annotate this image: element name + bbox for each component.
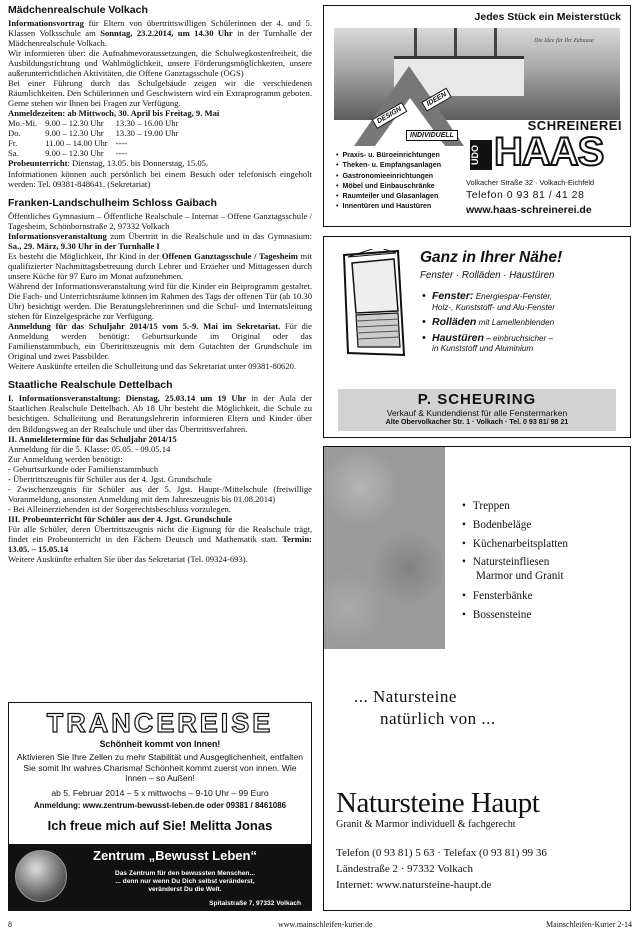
hours-cell: 13.30 – 16.00 Uhr [115, 118, 179, 129]
article-title: Mädchenrealschule Volkach [8, 4, 148, 16]
haupt-address: Ländestraße 2 · 97332 Volkach [336, 863, 474, 875]
trance-greeting: Ich freue mich auf Sie! Melitta Jonas [47, 817, 273, 833]
hours-row [8, 118, 186, 128]
hours-row [8, 128, 186, 138]
stone-texture [324, 447, 445, 649]
article-paragraph: Bei einer Führung durch das Schulgebäude zeigen wir die verschiedenen Räumlichkeiten. Den Schülerinnen und Geschwistern wird ein Extraprogramm geboten. Gerne stehen wir Ihnen bei Fragen zur Verfügung. [8, 78, 312, 109]
scheuring-line2: Alte Obervolkacher Str. 1 · Volkach · Tel. 0 93 81/ 98 21 [385, 418, 569, 426]
lamp-icon [414, 28, 417, 58]
article [8, 4, 312, 189]
service-item: • Innentüren und Haustüren [336, 201, 441, 211]
udo-label: UDO [470, 140, 492, 170]
service-item: • Theken- u. Empfangsanlagen [336, 160, 441, 170]
scheuring-item [422, 333, 555, 355]
service-item: • Möbel und Einbauschränke [336, 181, 441, 191]
hours-cell: Mo.-Mi. [8, 118, 38, 129]
footer-url: www.mainschleifen-kurier.de [278, 920, 373, 929]
article-paragraph: I. Informationsveranstaltung: Dienstag, 25.03.14 um 19 Uhr in der Aula der Staatlichen Realschule Dettelbach. Ab 18 Uhr besteht die Möglichkeit, die Schule zu besichtigen. Schulleitung und Beratungslehrerin informieren Eltern und Kinder über den Bildungsweg an der Realschule und über das Übertrittsverfahren. [8, 393, 312, 434]
hours-row [8, 138, 186, 148]
haupt-slogan: Granit & Marmor individuell & fachgerecht [336, 819, 516, 830]
article-paragraph: Informationsveranstaltung zum Übertritt in die Realschule und in das Gymnasium: Sa., 29. März, 9.30 Uhr in der Turnhalle I [8, 230, 312, 251]
hours-cell: 9.00 – 12.30 Uhr [45, 128, 104, 139]
hours-cell: ---- [115, 148, 128, 159]
haupt-products [462, 497, 568, 625]
article-paragraph: Informationen können auch persönlich bei einem Besuch oder telefonisch eingeholt werden: Tel. 09381-848641. (Sekretariat) [8, 168, 312, 189]
tag-design: DESIGN [372, 102, 408, 129]
haupt-phone: Telefon (0 93 81) 5 63 · Telefax (0 93 81) 99 36 [336, 847, 547, 859]
scheuring-sub: Fenster · Rolläden · Haustüren [420, 270, 555, 281]
article-paragraph: Weitere Auskünfte erhalten Sie über das Sekretariat (Tel. 09324-693). [8, 554, 248, 565]
article-paragraph: Während der Informationsveranstaltung wird für die Kinder ein Beiprogramm gestaltet. Die Fach- und Unterrichtsräume können im Rahmen des Tags der offenen Tür (ab 10.30 Uhr) besichtigt werden. Die Beratungslehrerinnen und die Schul- und Internatsleitung stehen für Einzelgespräche zur Verfügung. [8, 280, 312, 322]
schreinerei-label: SCHREINEREI [527, 118, 622, 133]
footer-magazine: Mainschleifen-Kurier 2-14 [546, 920, 632, 929]
item-text: mit Lamellenblenden [476, 318, 555, 327]
trance-subtitle: Schönheit kommt von Innen! [99, 739, 221, 749]
tag-ideen: IDEEN [421, 87, 452, 111]
article-paragraph: Es besteht die Möglichkeit, Ihr Kind in der Offenen Ganztagsschule / Tagesheim mit qualifizierter Nachmittagsbetreuung durch Lehrer und Erzieher und Mittagessen durch unsere Küche für 97 Euro im Monat aufzunehmen. [8, 250, 313, 281]
haupt-ad [323, 446, 631, 911]
article-paragraph: Anmeldung für das Schuljahr 2014/15 vom 5.-9. Mai im Sekretariat. Für die Anmeldung werden benötigt: Geburtsurkunde im Original oder das Familienstammbuch, ein Übertrittszeugnis mit dem Gutachten der Grundschule im Original und zwei Passbilder. [8, 321, 312, 362]
scheuring-line1: Verkauf & Kundendienst für alle Fenstermarken [386, 408, 568, 418]
hours-cell: Fr. [8, 138, 18, 149]
trance-dates: ab 5. Februar 2014 – 5 x mittwochs – 9-10 Uhr – 99 Euro [51, 787, 269, 798]
hours-cell: Do. [8, 128, 21, 139]
haupt-contact [336, 845, 547, 893]
haupt-tagline-2: natürlich von ... [380, 709, 496, 728]
article-title: Staatliche Realschule Dettelbach [8, 379, 173, 392]
scheuring-item [422, 291, 555, 313]
article [8, 197, 312, 372]
service-item: • Praxis- u. Büroeinrichtungen [336, 150, 441, 160]
product-item: • Bossensteine [462, 606, 568, 625]
window-icon [338, 249, 410, 359]
article-paragraph: - Zwischenzeugnis für Schüler aus der 5. Jgst. Haupt-/Mittelschule (freiwillige Voranmeldung, ansonsten Anmeldung mit dem Jahreszeugnis bis 01.08.2014) [8, 483, 312, 504]
haas-ad [323, 5, 631, 227]
lamp-icon [494, 28, 497, 58]
zentrum-text [115, 870, 255, 894]
scheuring-ad [323, 236, 631, 438]
hours-cell: ---- [115, 138, 128, 149]
globe-icon [15, 850, 67, 902]
trance-ad [8, 702, 312, 911]
article-paragraph: Informationsvortrag für Eltern von übertrittswilligen Schülerinnen der 4. und 5. Klassen Volksschule am Sonntag, 23.2.2014, um 14.30 Uhr in der Turnhalle der Mädchenrealschule Volkach. [8, 18, 312, 49]
haas-address: Volkacher Straße 32 · Volkach-Eichfeld [466, 178, 595, 187]
logo-part-a: Natursteine [336, 787, 471, 819]
trance-title: TRANCEREISE [46, 708, 274, 738]
trance-body: Aktivieren Sie Ihre Zellen zu mehr Stabilität und Ausgeglichenheit, entfalten Sie somit Ihr wahres Charisma! Schönheit kommt zuerst von innen. Wie Innen – so Außen! [16, 752, 304, 783]
lamp-icon [454, 28, 457, 58]
product-item: • Küchenarbeitsplatten [462, 535, 568, 554]
hours-cell: 11.00 – 14.00 Uhr [45, 138, 108, 149]
article-paragraph: III. Probeunterricht für Schüler aus der 4. Jgst. Grundschule [8, 513, 233, 524]
article-paragraph: - Bei Alleinerziehenden ist der Sorgerechtsbeschluss vorzulegen. [8, 503, 231, 514]
trance-footer [9, 844, 311, 910]
haas-brand [466, 118, 626, 174]
article-paragraph: Öffentliches Gymnasium – Öffentliche Realschule – Internat – Offene Ganztagsschule / Tagesheim, Schönbornstraße 2, 97332 Volkach [8, 210, 312, 231]
hours-cell: Sa. [8, 148, 19, 159]
hours-table [8, 118, 186, 158]
zentrum-text-3: veränderst Du die Welt. [148, 886, 222, 893]
article-paragraph: - Übertrittszeugnis für Schüler aus der 4. Jgst. Grundschule [8, 473, 212, 484]
article-paragraph: Anmeldung für die 5. Klasse: 05.05. - 09.05.14 [8, 443, 171, 454]
item-text: – einbruchsicher – [483, 333, 554, 343]
tag-individuell: INDIVIDUELL [406, 130, 458, 141]
article-paragraph: Für alle Schüler, deren Übertrittszeugnis nicht die Eignung für die Realschule trägt, findet ein Probeunterricht in den Fächern Deutsch und Mathematik statt. Termin: 13.05. – 15.05.14 [8, 523, 312, 555]
article-paragraph: Probeunterricht: Dienstag, 13.05. bis Donnerstag, 15.05. [8, 158, 209, 169]
photo-sign: Die Idee für Ihr Zuhause [534, 38, 594, 44]
article-paragraph: Anmeldezeiten: ab Mittwoch, 30. April bis Freitag, 9. Mai [8, 108, 220, 119]
haas-web: www.haas-schreinerei.de [466, 204, 592, 216]
article-paragraph: Weitere Auskünfte erteilen die Schulleitung und das Sekretariat unter 09381-80620. [8, 361, 297, 372]
service-item: • Raumteiler und Glasanlagen [336, 191, 441, 201]
product-item: • Bodenbeläge [462, 516, 568, 535]
haupt-internet: Internet: www.natursteine-haupt.de [336, 879, 492, 891]
item-line2: in Kunststoff und Aluminium [432, 344, 534, 353]
item-line2: Holz-, Kunststoff- und Alu-Fenster [432, 302, 556, 312]
logo-part-b: Haupt [470, 787, 540, 819]
scheuring-items [422, 291, 555, 359]
haas-services [336, 150, 441, 212]
scheuring-heading: Ganz in Ihrer Nähe! [420, 249, 563, 266]
zentrum-text-2: ... denn nur wenn Du Dich selbst veränderst, [115, 878, 255, 885]
product-item: • Fensterbänke [462, 587, 568, 606]
zentrum-text-1: Das Zentrum für den bewussten Menschen... [115, 870, 255, 877]
article-paragraph: Wir informieren über: die Aufnahmevoraussetzungen, die Schulwegkostenfreiheit, die Ausbildungsrichtung und Wahlmöglichkeit, unsere Förderungsmöglichkeiten, unsere außerunterrichtlichen Aktivitäten, die Offene Ganztagsschule (OGS) [8, 48, 312, 79]
scheuring-footer [338, 389, 616, 431]
product-item: • Natursteinfliesen Marmor und Granit [462, 555, 568, 583]
hours-cell: 9.00 – 12.30 Uhr [45, 118, 104, 129]
haas-name: HAAS [494, 130, 604, 174]
article-paragraph: Zur Anmeldung werden benötigt: [8, 453, 123, 464]
item-key: Fenster: [432, 290, 474, 302]
article-paragraph: - Geburtsurkunde oder Familienstammbuch [8, 463, 159, 474]
haas-phone: Telefon 0 93 81 / 41 28 [466, 189, 585, 201]
article [8, 379, 312, 564]
haas-heading: Jedes Stück ein Meisterstück [474, 11, 621, 23]
product-item: • Treppen [462, 497, 568, 516]
scheuring-item [422, 317, 555, 329]
hours-cell: 9.00 – 12.30 Uhr [45, 148, 104, 159]
haupt-logo [336, 787, 539, 820]
article-paragraph: II. Anmeldetermine für das Schuljahr 2014/15 [8, 433, 177, 444]
zentrum-name: Zentrum „Bewusst Leben“ [93, 848, 257, 863]
item-key: Haustüren [432, 331, 484, 344]
article-title: Franken-Landschulheim Schloss Gaibach [8, 196, 217, 209]
zentrum-address: Spitalstraße 7, 97332 Volkach [209, 900, 301, 907]
service-item: • Gastronomieeinrichtungen [336, 171, 441, 181]
haupt-tagline-1: ... Natursteine [354, 687, 457, 706]
left-column [8, 4, 312, 572]
hours-cell: 13.30 – 19.00 Uhr [115, 128, 179, 139]
page-number: 8 [8, 920, 12, 929]
hours-row [8, 148, 186, 158]
trance-registration: Anmeldung: www.zentrum-bewusst-leben.de oder 09381 / 8461086 [33, 800, 287, 810]
item-key: Rolläden [432, 316, 477, 328]
item-text: Energiespar-Fenster, [473, 292, 553, 301]
scheuring-name: P. SCHEURING [417, 391, 537, 408]
